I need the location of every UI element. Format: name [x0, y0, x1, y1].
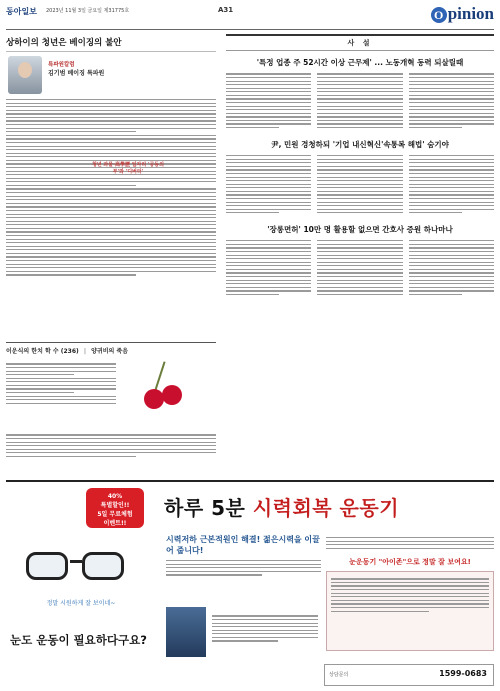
ad-testimonial: 정말 시원하게 잘 보이네~ — [46, 600, 116, 607]
editorial-2 — [226, 139, 494, 216]
ad-headline-prefix: 하루 5분 — [164, 496, 253, 520]
advertisement — [6, 480, 494, 688]
editorial-section-label: 사 설 — [226, 34, 494, 51]
poem-commentary — [6, 432, 216, 459]
editorial-3-title: '장롱면허' 10만 명 활용할 없으면 간호사 증원 하나마나 — [267, 224, 453, 234]
discount-badge — [86, 488, 144, 528]
poem-body — [6, 361, 116, 406]
editorial-3 — [226, 224, 494, 298]
correspondent-column — [6, 34, 216, 278]
phone-number: 1599-0683 — [439, 669, 487, 678]
badge-line-1: 40% — [107, 493, 123, 500]
badge-line-4: 이벤트!! — [103, 520, 127, 527]
author-block — [6, 56, 216, 96]
editorial-1 — [226, 57, 494, 131]
eye-device-icon — [26, 544, 146, 586]
page-number: A31 — [218, 6, 234, 14]
masthead — [6, 4, 494, 30]
ad-headline — [164, 492, 399, 521]
newspaper-logo: 동아일보 — [6, 6, 37, 16]
column-title: 상하이의 청년은 베이징의 불안 — [6, 34, 216, 52]
ad-middle-headline: 시력저하 근본적원인 해결! 젊은시력을 이끌어 줍니다! — [166, 535, 320, 555]
order-phone-bar — [324, 664, 494, 686]
ad-question: 눈도 운동이 필요하다구요? — [10, 633, 147, 647]
editorial-1-title: '특정 업종 주 52시간 이상 근무제' ... 노동개혁 동력 되살릴때 — [256, 58, 464, 67]
issue-date: 2023년 11월 3일 금요일 제31775호 — [46, 8, 130, 14]
poem-box — [6, 342, 216, 467]
author-photo — [8, 56, 42, 94]
opinion-brand — [431, 4, 494, 24]
poem-series: 이운식의 한치 학 수 (236) — [6, 348, 79, 355]
testimonial-box — [326, 571, 494, 651]
opinion-brand-text: pinion — [447, 4, 494, 23]
poem-title: 양귀비의 죽음 — [91, 348, 128, 355]
editorial-column — [226, 34, 494, 298]
phone-label: 상담문의 — [329, 672, 349, 678]
poppy-illustration — [126, 361, 196, 421]
ad-right-panel — [326, 534, 494, 651]
pull-quote: 청년 과물·高學歷 일자리 '공동의 부'와 '디버터' — [92, 162, 164, 175]
column-label: 특파원칼럼 — [48, 62, 75, 68]
poem-header: 이운식의 한치 학 수 (236) | 양귀비의 죽음 — [6, 348, 128, 355]
author-name: 김기범 베이징 특파원 — [48, 70, 105, 77]
opinion-o-logo-icon: O — [431, 7, 447, 23]
ad-right-headline: 눈운동기 "아이존"으로 정말 잘 보여요! — [349, 557, 471, 566]
ad-middle-body — [212, 613, 318, 644]
badge-line-2: 특별할인!! — [100, 502, 130, 509]
editorial-2-title: 尹, 민원 경청하되 '기업 내신혁신'속통복 해법' 숨기야 — [271, 139, 449, 149]
reader-photo — [166, 607, 206, 657]
badge-line-3: 5일 무료체험 — [97, 511, 133, 518]
ad-middle-panel — [166, 534, 321, 578]
ad-headline-accent: 시력회복 운동기 — [252, 496, 400, 520]
column-body — [6, 99, 216, 276]
